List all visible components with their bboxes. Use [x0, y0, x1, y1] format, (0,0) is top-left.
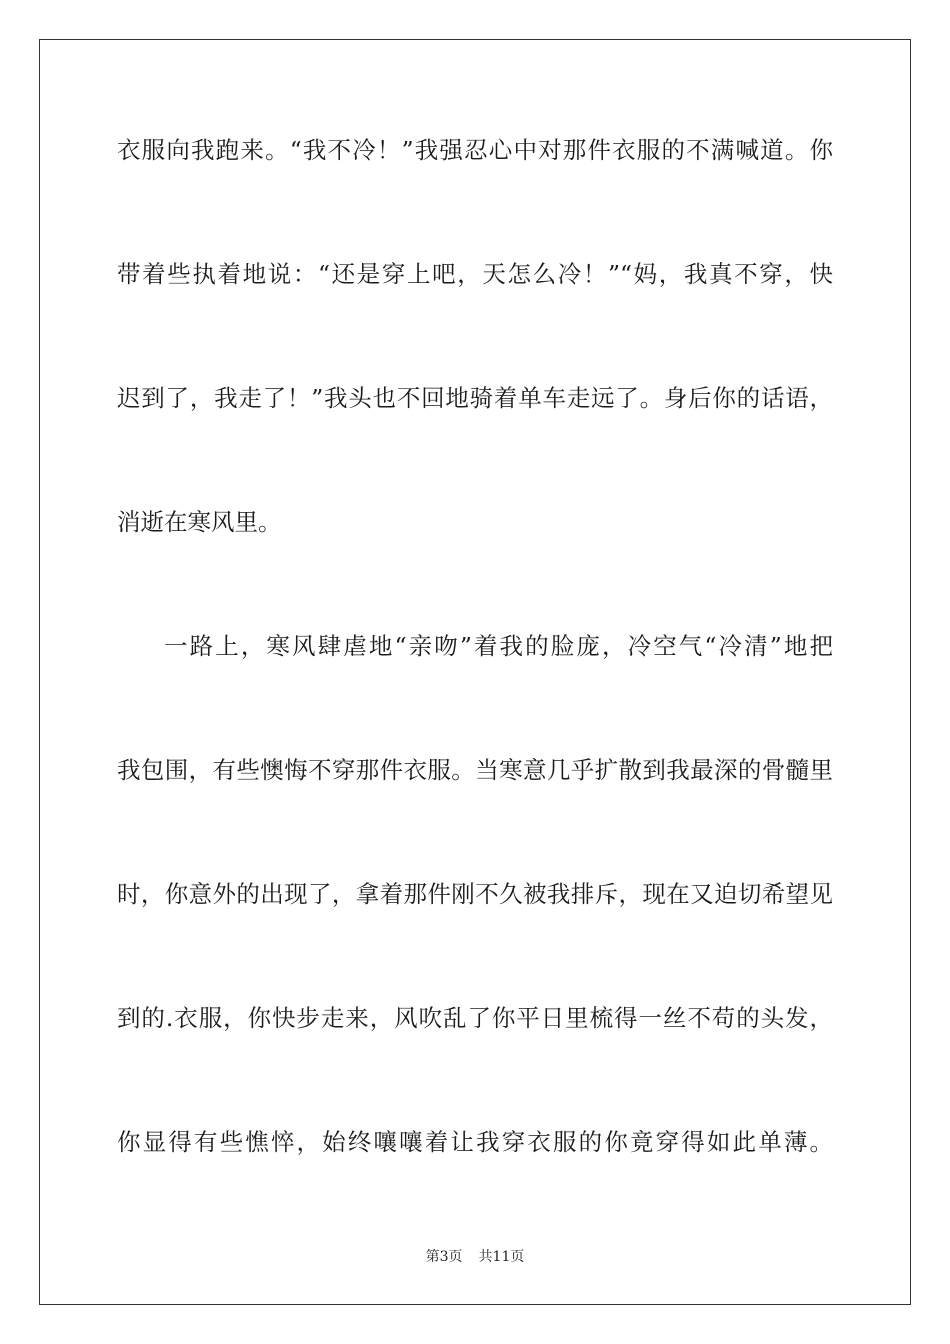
paragraph-line: 衣服向我跑来。“我不冷！”我强忍心中对那件衣服的不满喊道。你: [117, 136, 833, 164]
paragraph-line: 消逝在寒风里。: [117, 508, 282, 536]
paragraph-line: 迟到了，我走了！”我头也不回地骑着单车走远了。身后你的话语，: [117, 384, 833, 412]
page-border: [39, 39, 911, 1305]
paragraph-line: 你显得有些憔悴，始终嚷嚷着让我穿衣服的你竟穿得如此单薄。: [117, 1128, 833, 1156]
page-footer: [0, 1248, 950, 1266]
paragraph-line: 带着些执着地说：“还是穿上吧，天怎么冷！”“妈，我真不穿，快: [117, 260, 833, 288]
page-number: 第3页: [425, 1249, 463, 1265]
paragraph-line: 我包围，有些懊悔不穿那件衣服。当寒意几乎扩散到我最深的骨髓里: [117, 756, 833, 784]
paragraph-line: 一路上，寒风肆虐地“亲吻”着我的脸庞，冷空气“冷清”地把: [164, 632, 833, 660]
paragraph-line: 时，你意外的出现了，拿着那件刚不久被我排斥，现在又迫切希望见: [117, 880, 833, 908]
paragraph-line: 到的.衣服，你快步走来，风吹乱了你平日里梳得一丝不苟的头发，: [117, 1004, 833, 1032]
page-total: 共11页: [478, 1249, 525, 1265]
